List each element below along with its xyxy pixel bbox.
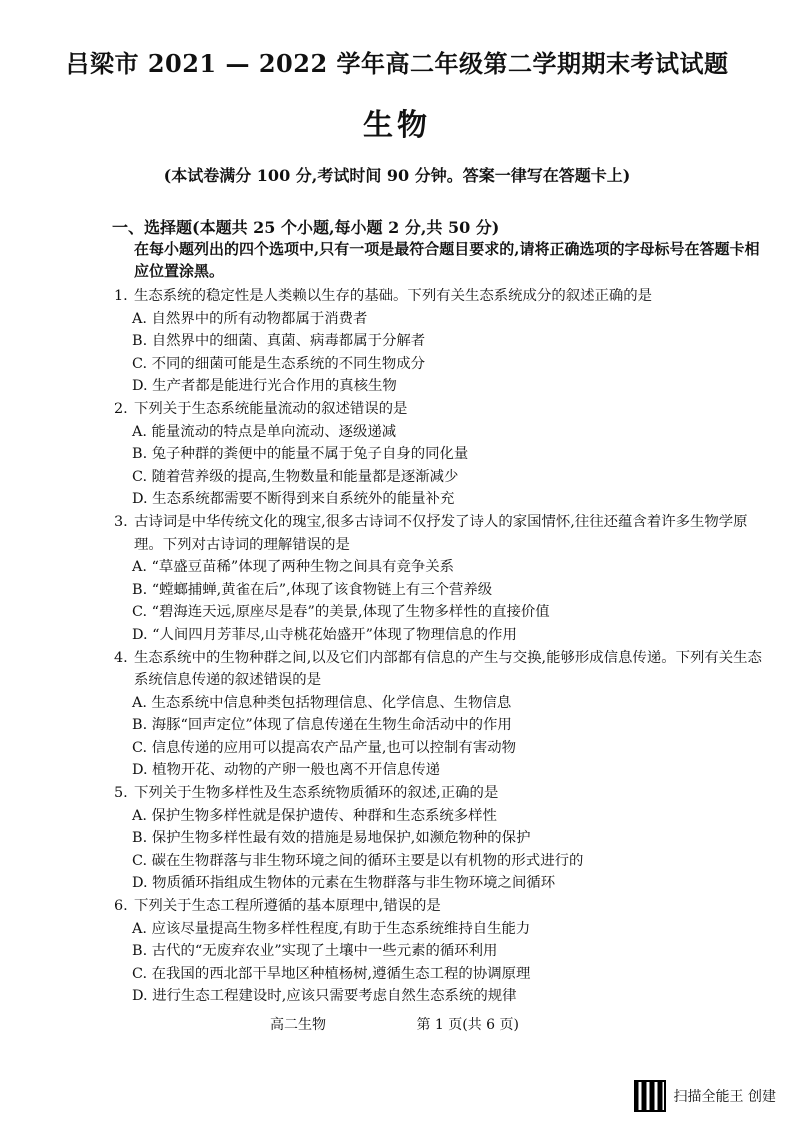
exam-note: (本试卷满分 100 分,考试时间 90 分钟。答案一律写在答题卡上) [163,166,631,185]
question-6 [114,895,774,1008]
scanner-watermark [634,1080,776,1112]
footer-subject: 高二生物 [270,1017,326,1033]
option-d: D. 物质循环指组成生物体的元素在生物群落与非生物环境之间循环 [132,875,556,892]
question-1 [114,285,774,398]
page-title: 吕梁市 2021 — 2022 学年高二年级第二学期期末考试试题 [65,49,729,78]
question-number: 5. [114,785,128,802]
question-stem: 古诗词是中华传统文化的瑰宝,很多古诗词不仅抒发了诗人的家国情怀,往往还蕴含着许多生物学原理。下列对古诗词的理解错误的是 [134,513,748,553]
option-c: C. 信息传递的应用可以提高农产品产量,也可以控制有害动物 [132,739,516,756]
option-c: C. 在我国的西北部干旱地区种植杨树,遵循生态工程的协调原理 [132,965,531,982]
option-list [114,421,774,511]
option-a: A. 应该尽量提高生物多样性程度,有助于生态系统维持自生能力 [132,920,531,937]
question-stem: 生态系统中的生物种群之间,以及它们内部都有信息的产生与交换,能够形成信息传递。下列有关生态系统信息传递的叙述错误的是 [134,649,762,689]
option-b: B. 保护生物多样性最有效的措施是易地保护,如濒危物种的保护 [132,830,531,847]
section-header: 一、选择题(本题共 25 个小题,每小题 2 分,共 50 分) [112,218,500,237]
option-a: A. 生态系统中信息种类包括物理信息、化学信息、生物信息 [132,694,512,711]
option-a: A. 能量流动的特点是单向流动、逐级递减 [132,423,397,440]
question-number: 3. [114,513,128,530]
question-2 [114,398,774,511]
option-c: C. 不同的细菌可能是生态系统的不同生物成分 [132,355,426,372]
question-number: 6. [114,898,128,915]
question-stem: 生态系统的稳定性是人类赖以生存的基础。下列有关生态系统成分的叙述正确的是 [134,288,653,304]
option-a: A. 自然界中的所有动物都属于消费者 [132,310,368,327]
option-d: D. 生态系统都需要不断得到来自系统外的能量补充 [132,491,455,508]
option-d: D. 植物开花、动物的产卵一般也离不开信息传递 [132,762,440,779]
option-list [114,692,774,782]
qr-code-icon [634,1080,666,1112]
question-number: 1. [114,288,128,304]
option-list [114,918,774,1008]
option-c: C. “碧海连天远,原座尽是春”的美景,体现了生物多样性的直接价值 [132,604,550,621]
question-stem: 下列关于生物多样性及生态系统物质循环的叙述,正确的是 [134,785,499,802]
question-list [114,285,774,1008]
option-b: B. 海豚“回声定位”体现了信息传递在生物生命活动中的作用 [132,717,512,734]
subject-title: 生物 [363,108,431,143]
option-b: B. 兔子种群的粪便中的能量不属于兔子自身的同化量 [132,446,469,463]
page-footer [270,1014,519,1034]
question-stem: 下列关于生态工程所遵循的基本原理中,错误的是 [134,898,441,915]
question-5 [114,782,774,895]
option-a: A. “草盛豆苗稀”体现了两种生物之间具有竞争关系 [132,559,455,576]
question-stem: 下列关于生态系统能量流动的叙述错误的是 [134,400,408,417]
question-3 [114,511,774,647]
question-4 [114,647,774,783]
question-number: 4. [114,649,128,666]
option-a: A. 保护生物多样性就是保护遗传、种群和生态系统多样性 [132,807,497,824]
option-list [114,308,774,398]
section-instructions: 在每小题列出的四个选项中,只有一项是最符合题目要求的,请将正确选项的字母标号在答题卡相应位置涂黑。 [134,240,760,280]
option-b: B. 古代的“无废弃农业”实现了土壤中一些元素的循环利用 [132,943,498,960]
option-list [114,556,774,646]
watermark-text: 扫描全能王 创建 [673,1089,776,1105]
option-d: D. 生产者都是能进行光合作用的真核生物 [132,378,397,395]
option-list [114,805,774,895]
question-number: 2. [114,400,128,417]
option-c: C. 碳在生物群落与非生物环境之间的循环主要是以有机物的形式进行的 [132,852,584,869]
option-b: B. “螳螂捕蝉,黄雀在后”,体现了该食物链上有三个营养级 [132,581,493,598]
option-c: C. 随着营养级的提高,生物数量和能量都是逐渐减少 [132,468,459,485]
footer-page-number: 第 1 页(共 6 页) [416,1017,519,1033]
option-d: D. 进行生态工程建设时,应该只需要考虑自然生态系统的规律 [132,988,517,1005]
option-b: B. 自然界中的细菌、真菌、病毒都属于分解者 [132,333,426,350]
option-d: D. “人间四月芳菲尽,山寺桃花始盛开”体现了物理信息的作用 [132,626,517,643]
